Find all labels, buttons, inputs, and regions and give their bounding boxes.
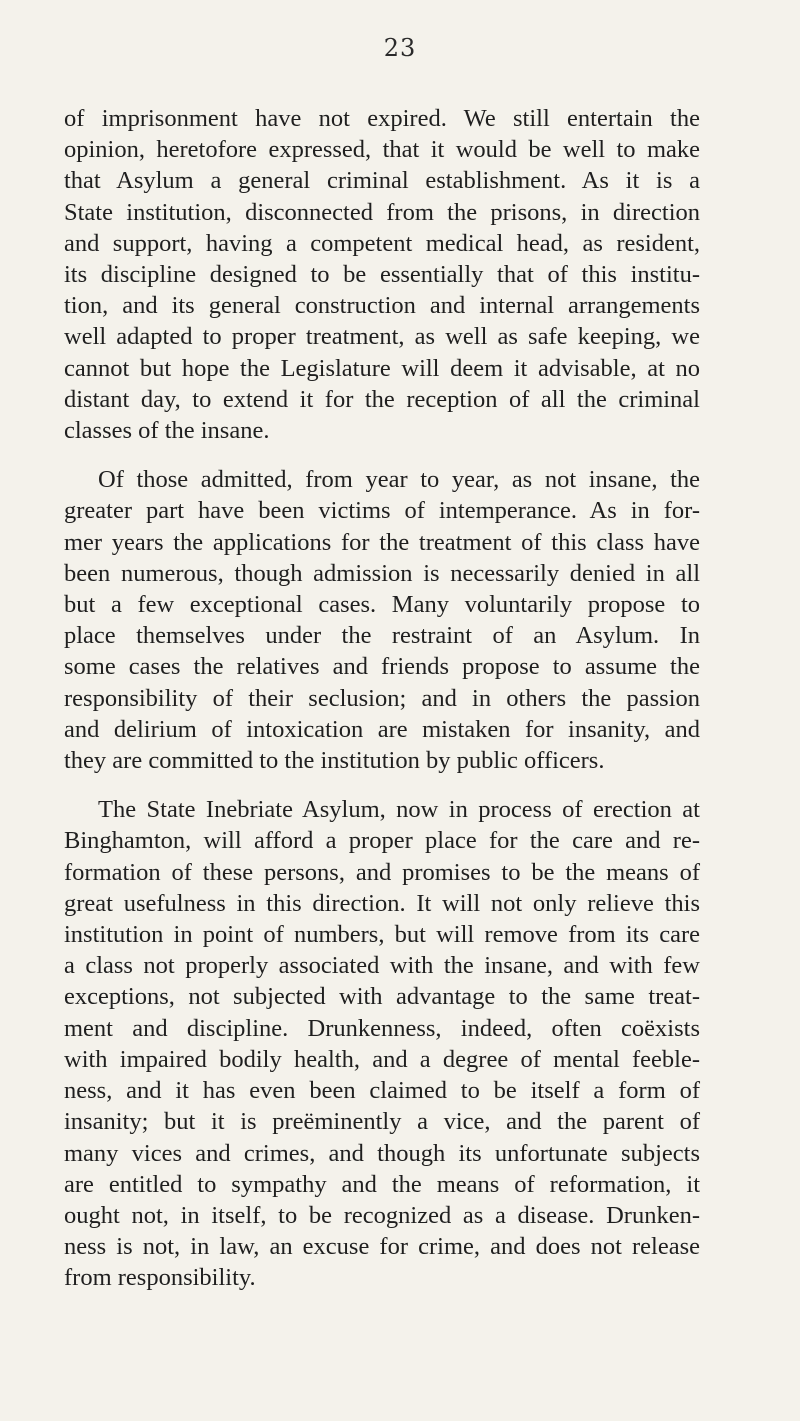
text-line: some cases the relatives and friends propose to assume the (64, 653, 700, 681)
text-line: many vices and crimes, and though its unfortunate subjects (64, 1139, 700, 1167)
text-line: they are committed to the institution by public officers. (64, 747, 605, 775)
text-line: greater part have been victims of intemperance. As in for- (64, 497, 700, 525)
page-number: 23 (383, 34, 417, 62)
text-line: ness, and it has even been claimed to be itself a form of (64, 1077, 700, 1105)
text-line: opinion, heretofore expressed, that it would be well to make (64, 136, 700, 164)
body-text (64, 103, 700, 1312)
text-line: ment and discipline. Drunkenness, indeed, often coëxists (64, 1014, 700, 1042)
text-line: a class not properly associated with the insane, and with few (64, 952, 700, 980)
paragraph-1 (64, 103, 700, 446)
text-line: insanity; but it is preëminently a vice, and the parent of (64, 1108, 700, 1136)
paragraph-3 (64, 794, 700, 1293)
text-line: distant day, to extend it for the reception of all the criminal (64, 385, 700, 413)
text-line: tion, and its general construction and internal arrangements (64, 292, 700, 320)
text-line: and support, having a competent medical head, as resident, (64, 229, 700, 257)
text-line: exceptions, not subjected with advantage to the same treat- (64, 983, 700, 1011)
text-line: responsibility of their seclusion; and in others the passion (64, 684, 700, 712)
text-line: great usefulness in this direction. It will not only relieve this (64, 889, 700, 917)
text-line: of imprisonment have not expired. We still entertain the (64, 105, 700, 132)
text-line: are entitled to sympathy and the means of reformation, it (64, 1170, 700, 1198)
text-line: The State Inebriate Asylum, now in process of erection at (98, 796, 700, 824)
text-line: but a few exceptional cases. Many voluntarily propose to (64, 591, 700, 619)
text-line: with impaired bodily health, and a degree of mental feeble- (64, 1045, 700, 1073)
text-line: State institution, disconnected from the prisons, in direction (64, 198, 700, 226)
text-line: classes of the insane. (64, 417, 270, 445)
text-line: place themselves under the restraint of an Asylum. In (64, 622, 700, 650)
text-line: well adapted to proper treatment, as well as safe keeping, we (64, 323, 700, 351)
text-line: formation of these persons, and promises to be the means of (64, 858, 700, 886)
text-line: mer years the applications for the treatment of this class have (64, 528, 700, 556)
text-line: ought not, in itself, to be recognized as a disease. Drunken- (64, 1201, 700, 1229)
text-line: been numerous, though admission is necessarily denied in all (64, 559, 700, 587)
text-line: institution in point of numbers, but will remove from its care (64, 921, 700, 949)
text-line: and delirium of intoxication are mistaken for insanity, and (64, 715, 700, 743)
text-line: Of those admitted, from year to year, as not insane, the (98, 466, 700, 494)
text-line: from responsibility. (64, 1264, 256, 1292)
text-line: that Asylum a general criminal establishment. As it is a (64, 167, 700, 195)
paragraph-2 (64, 464, 700, 776)
text-line: ness is not, in law, an excuse for crime, and does not release (64, 1233, 700, 1261)
text-line: cannot but hope the Legislature will deem it advisable, at no (64, 354, 700, 382)
text-line: its discipline designed to be essentially that of this institu- (64, 261, 700, 289)
text-line: Binghamton, will afford a proper place for the care and re- (64, 827, 700, 855)
